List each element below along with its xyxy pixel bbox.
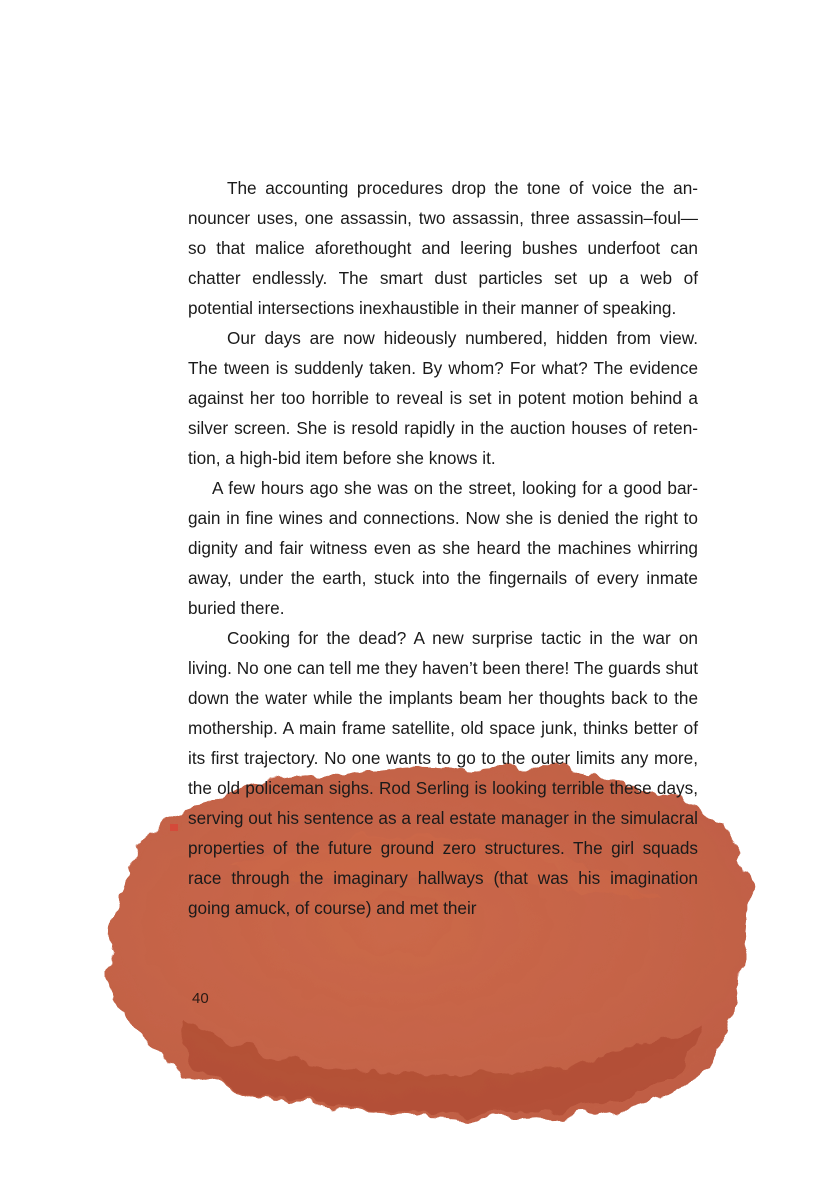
paragraph: A few hours ago she was on the street, looking for a good bargain in fine wines and connections. Now she is denied the right to dignity and fair witness even as she heard the machines whirring away, under the earth, stuck into the fingernails of every inmate buried there. bbox=[188, 478, 698, 618]
paragraph: Our days are now hideously numbered, hidden from view. The tween is suddenly taken. By whom? For what? The evidence against her too horrible to reveal is set in potent motion behind a silver screen. She is resold rapidly in the auction houses of retention, a high-bid item before she knows it. bbox=[188, 328, 698, 468]
paragraph: The accounting procedures drop the tone of voice the announcer uses, one assassin, two assassin, three assassin–foul—so that malice aforethought and leering bushes underfoot can chatter endlessly. The smart dust particles set up a web of potential intersections inexhaustible in their manner of speaking. bbox=[188, 178, 698, 318]
red-mark bbox=[170, 824, 178, 831]
paragraph: Cooking for the dead? A new surprise tactic in the war on living. No one can tell me they haven’t been there! The guards shut down the water while the implants beam her thoughts back to the mothership. A main frame satellite, old space junk, thinks better of its first trajectory. No one wants to go to the outer limits any more, the old policeman sighs. Rod Serling is looking terrible these days, serving out his sentence as a real estate manager in the simulacral properties of the future ground zero structures. The girl squads race through the imaginary hallways (that was his imagination going amuck, of course) and met their bbox=[188, 628, 698, 918]
body-text bbox=[188, 173, 698, 923]
page-number: 40 bbox=[192, 990, 209, 1007]
